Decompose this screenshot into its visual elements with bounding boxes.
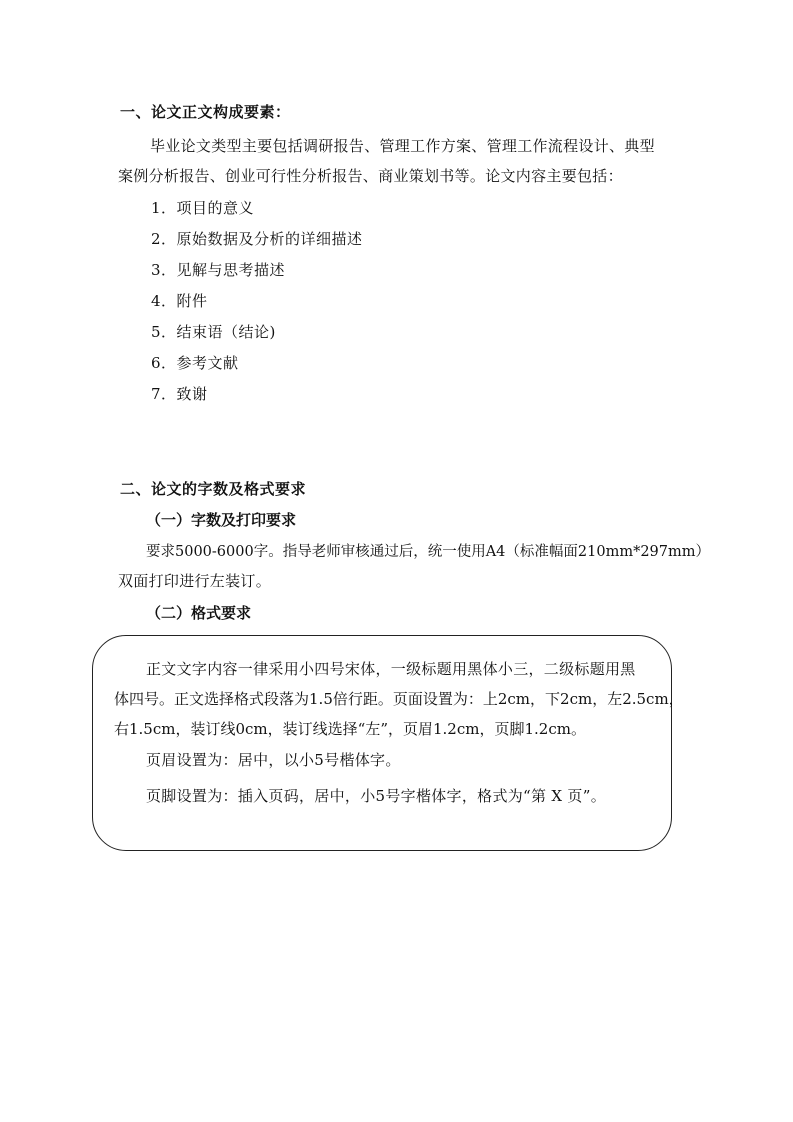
subsection-word-count-heading: （一）字数及打印要求: [146, 511, 297, 529]
format-box-line-5: 页脚设置为：插入页码，居中，小5号字楷体字，格式为“第 X 页”。: [146, 787, 606, 805]
content-list-item-3: 3．见解与思考描述: [151, 261, 286, 279]
word-count-line-1: 要求5000-6000字。指导老师审核通过后，统一使用A4（标准幅面210mm*297mm）: [146, 544, 710, 560]
section-1-heading: 一、论文正文构成要素：: [120, 103, 291, 121]
content-list-item-2: 2．原始数据及分析的详细描述: [151, 230, 363, 248]
content-list-item-7: 7．致谢: [151, 385, 208, 403]
format-box-line-2: 体四号。正文选择格式段落为1.5倍行距。页面设置为：上2cm，下2cm，左2.5cm，: [114, 690, 684, 708]
content-list-item-1: 1．项目的意义: [151, 199, 255, 217]
content-list-item-4: 4．附件: [151, 292, 208, 310]
format-box-line-1: 正文文字内容一律采用小四号宋体，一级标题用黑体小三，二级标题用黑: [146, 660, 636, 678]
format-box-line-3: 右1.5cm，装订线0cm，装订线选择“左”，页眉1.2cm，页脚1.2cm。: [114, 720, 586, 738]
subsection-format-heading: （二）格式要求: [146, 604, 252, 622]
section-1-intro-line-1: 毕业论文类型主要包括调研报告、管理工作方案、管理工作流程设计、典型: [150, 137, 655, 155]
section-1-intro-line-2: 案例分析报告、创业可行性分析报告、商业策划书等。论文内容主要包括：: [118, 167, 623, 185]
section-2-heading: 二、论文的字数及格式要求: [120, 480, 307, 498]
content-list-item-5: 5．结束语（结论): [151, 323, 276, 341]
word-count-line-2: 双面打印进行左装订。: [118, 572, 272, 590]
content-list-item-6: 6．参考文献: [151, 354, 239, 372]
format-box-line-4: 页眉设置为：居中，以小5号楷体字。: [146, 751, 401, 769]
